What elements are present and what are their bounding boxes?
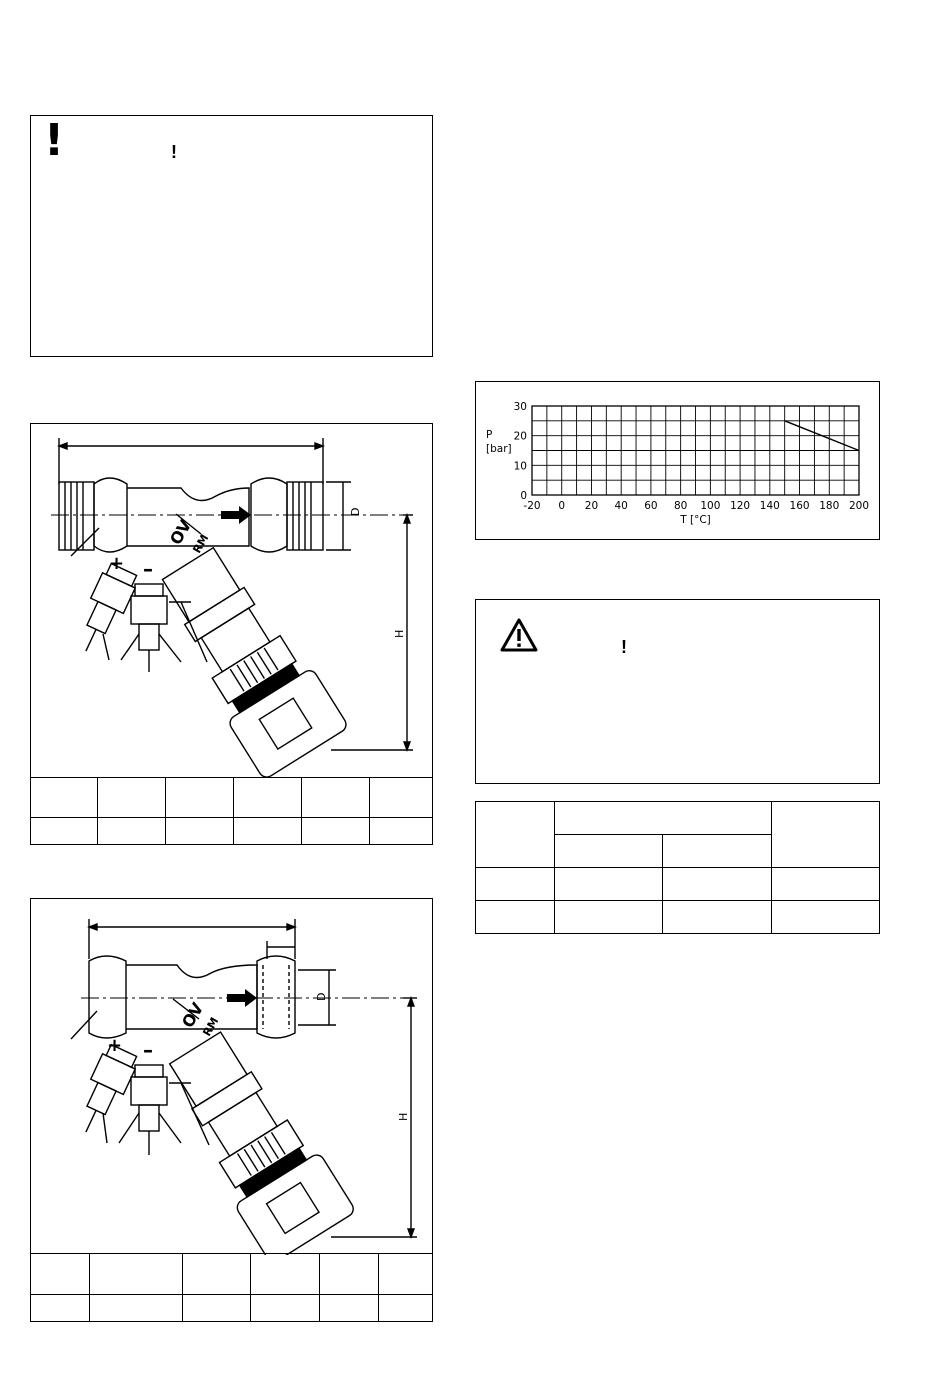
valve1-dimension-table xyxy=(30,777,433,845)
warning-triangle-icon xyxy=(499,617,539,653)
valve2-minus: – xyxy=(143,1038,153,1062)
table-cell xyxy=(183,1254,251,1295)
table-cell xyxy=(476,868,555,901)
table-cell xyxy=(251,1295,320,1322)
table-cell xyxy=(31,1254,90,1295)
x-tick-label: 160 xyxy=(789,500,810,512)
table-cell xyxy=(302,818,370,845)
table-cell xyxy=(251,1254,320,1295)
table-cell xyxy=(771,868,879,901)
table-cell xyxy=(663,901,771,934)
y-axis-label: P xyxy=(486,429,493,441)
valve1-dim-d: D xyxy=(349,507,362,516)
y-axis-label: [bar] xyxy=(486,443,512,455)
x-tick-label: 120 xyxy=(730,500,751,512)
table-cell xyxy=(31,1295,90,1322)
y-tick-label: 30 xyxy=(513,401,527,413)
table-cell xyxy=(370,778,433,818)
table-cell xyxy=(320,1254,379,1295)
table-cell xyxy=(476,901,555,934)
pressure-temperature-chart-box xyxy=(475,381,880,540)
pressure-temperature-chart xyxy=(476,382,881,541)
x-axis-label: T [°C] xyxy=(680,514,711,526)
table-cell xyxy=(98,818,166,845)
valve2-marking-rm: RM xyxy=(200,1015,222,1039)
x-tick-label: 0 xyxy=(558,500,566,512)
exclamation-icon: ! xyxy=(44,115,65,166)
table-cell xyxy=(302,778,370,818)
warning-box xyxy=(475,599,880,784)
valve-diagram-2 xyxy=(31,899,434,1255)
x-tick-label: 180 xyxy=(819,500,840,512)
warning-inline-mark: ! xyxy=(621,637,627,657)
x-tick-label: 20 xyxy=(584,500,599,512)
valve-drawing-threaded xyxy=(30,423,433,778)
table-cell xyxy=(31,818,98,845)
valve1-plus: + xyxy=(109,553,125,574)
table-cell xyxy=(166,778,234,818)
table-cell xyxy=(663,835,771,868)
x-tick-label: -20 xyxy=(523,500,541,512)
valve2-plus: + xyxy=(107,1035,123,1056)
valve2-dim-d: D xyxy=(315,992,328,1001)
table-cell xyxy=(554,802,771,835)
notice-inline-mark: ! xyxy=(171,142,177,162)
table-cell xyxy=(183,1295,251,1322)
valve2-marking-ov: OV xyxy=(178,999,208,1031)
notice-box xyxy=(30,115,433,357)
table-cell xyxy=(476,802,555,868)
table-cell xyxy=(554,835,662,868)
table-cell xyxy=(771,901,879,934)
table-cell xyxy=(379,1254,433,1295)
y-tick-label: 0 xyxy=(520,490,527,502)
table-cell xyxy=(31,778,98,818)
valve1-minus: – xyxy=(143,557,153,581)
y-tick-label: 20 xyxy=(513,430,527,443)
x-tick-label: 100 xyxy=(700,500,721,512)
x-tick-label: 200 xyxy=(848,500,870,512)
table-cell xyxy=(98,778,166,818)
table-cell xyxy=(370,818,433,845)
y-tick-label: 10 xyxy=(513,460,527,473)
valve-drawing-female xyxy=(30,898,433,1254)
valve1-marking-ov: OV xyxy=(166,516,196,548)
table-cell xyxy=(320,1295,379,1322)
valve1-marking-rm: RM xyxy=(190,532,212,556)
table-cell xyxy=(771,802,879,868)
table-cell xyxy=(90,1295,183,1322)
table-cell xyxy=(90,1254,183,1295)
valve2-dim-h: H xyxy=(397,1112,410,1121)
valve-diagram-1 xyxy=(31,424,434,779)
table-cell xyxy=(663,868,771,901)
table-cell xyxy=(166,818,234,845)
x-tick-label: 60 xyxy=(644,500,658,512)
table-cell xyxy=(554,868,662,901)
table-cell xyxy=(554,901,662,934)
x-tick-label: 40 xyxy=(614,500,628,512)
specification-table xyxy=(475,801,880,934)
table-cell xyxy=(379,1295,433,1322)
x-tick-label: 80 xyxy=(673,500,688,512)
valve2-dimension-table xyxy=(30,1253,433,1322)
table-cell xyxy=(234,818,302,845)
valve1-dim-h: H xyxy=(393,629,406,638)
table-cell xyxy=(234,778,302,818)
x-tick-label: 140 xyxy=(759,500,780,512)
